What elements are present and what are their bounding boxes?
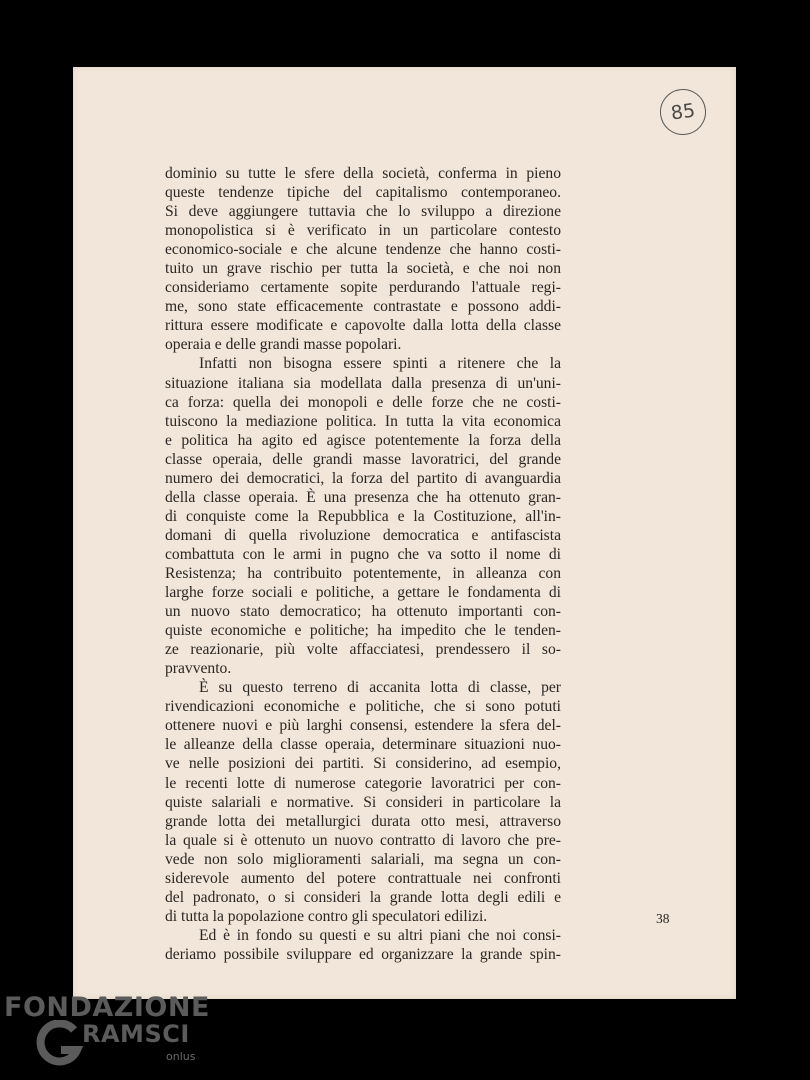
text-line: di tutta la popolazione contro gli speculatori edilizi.	[165, 907, 488, 925]
text-line: ottenere nuovi e più larghi consensi, estendere la sfera del-	[165, 717, 561, 735]
fondazione-gramsci-logo	[4, 992, 210, 1072]
logo-text-gramsci: RAMSCI	[82, 1020, 190, 1048]
text-line: siderevole aumento del potere contrattuale nei confronti	[165, 869, 561, 887]
text-line: economico-sociale e che alcune tendenze che hanno costi-	[165, 241, 561, 259]
text-line: operaia e delle grandi masse popolari.	[165, 336, 402, 354]
logo-g-icon	[34, 1020, 84, 1068]
text-line: la quale si è ottenuto un nuovo contratto di lavoro che pre-	[165, 831, 561, 849]
text-line: ze reazionarie, più volte affacciatesi, prendessero il so-	[165, 641, 561, 659]
text-line: ca forza: quella dei monopoli e delle forze che ne costi-	[165, 393, 561, 411]
text-line: tuito un grave rischio per tutta la società, e che noi non	[165, 260, 561, 278]
text-line: vede non solo miglioramenti salariali, ma segna un con-	[165, 850, 561, 868]
logo-text-onlus: onlus	[166, 1050, 196, 1063]
text-line: un nuovo stato democratico; ha ottenuto importanti con-	[165, 603, 561, 621]
text-line: larghe forze sociali e politiche, a gettare le fondamenta di	[165, 584, 561, 602]
text-line: queste tendenze tipiche del capitalismo contemporaneo.	[165, 184, 561, 202]
text-line: di conquiste come la Repubblica e la Costituzione, all'in-	[165, 507, 561, 525]
text-line: Ed è in fondo su questi e su altri piani che noi consi-	[199, 926, 561, 944]
text-line: situazione italiana sia modellata dalla presenza di un'uni-	[165, 374, 561, 392]
text-line: del padronato, o si consideri la grande lotta degli edili e	[165, 888, 561, 906]
text-line: rivendicazioni economiche e politiche, che si sono potuti	[165, 698, 561, 716]
text-line: rittura essere modificate e capovolte dalla lotta della classe	[165, 317, 561, 335]
text-line: Resistenza; ha contribuito potentemente, in alleanza con	[165, 564, 561, 582]
text-line: quiste economiche e politiche; ha impedito che le tenden-	[165, 622, 561, 640]
archive-number-stamp: 85	[657, 86, 709, 138]
text-line: numero dei democratici, la forza del partito di avanguardia	[165, 469, 561, 487]
text-line: della classe operaia. È una presenza che ha ottenuto gran-	[165, 488, 561, 506]
text-line: pravvento.	[165, 660, 232, 678]
text-line: me, sono state efficacemente contrastate e possono addi-	[165, 298, 561, 316]
text-line: e politica ha agito ed agisce potentemente la forza della	[165, 431, 561, 449]
text-line: tuiscono la mediazione politica. In tutta la vita economica	[165, 412, 561, 430]
text-line: quiste salariali e normative. Si consideri in particolare la	[165, 793, 561, 811]
page-number: 38	[656, 911, 670, 926]
text-line: deriamo possibile sviluppare ed organizzare la grande spin-	[165, 945, 561, 963]
text-line: monopolistica si è verificato in un particolare contesto	[165, 222, 561, 240]
body-text	[165, 164, 561, 964]
text-line: combattuta con le armi in pugno che va sotto il nome di	[165, 545, 561, 563]
text-line: Si deve aggiungere tuttavia che lo sviluppo a direzione	[165, 203, 561, 221]
text-line: dominio su tutte le sfere della società, conferma in pieno	[165, 165, 561, 182]
text-line: domani di quella rivoluzione democratica e antifascista	[165, 526, 561, 544]
text-line: classe operaia, delle grandi masse lavoratrici, del grande	[165, 450, 561, 468]
text-line: Infatti non bisogna essere spinti a ritenere che la	[199, 355, 561, 373]
text-line: grande lotta dei metallurgici durata otto mesi, attraverso	[165, 812, 561, 830]
logo-text-fondazione: FONDAZIONE	[4, 992, 210, 1023]
text-line: le alleanze della classe operaia, determinare situazioni nuo-	[165, 736, 561, 754]
text-line: È su questo terreno di accanita lotta di classe, per	[199, 679, 561, 697]
text-line: consideriamo certamente sopite perdurando l'attuale regi-	[165, 279, 561, 297]
text-line: ve nelle posizioni dei partiti. Si considerino, ad esempio,	[165, 755, 561, 773]
text-line: le recenti lotte di numerose categorie lavoratrici per con-	[165, 774, 561, 792]
document-page	[73, 67, 736, 999]
